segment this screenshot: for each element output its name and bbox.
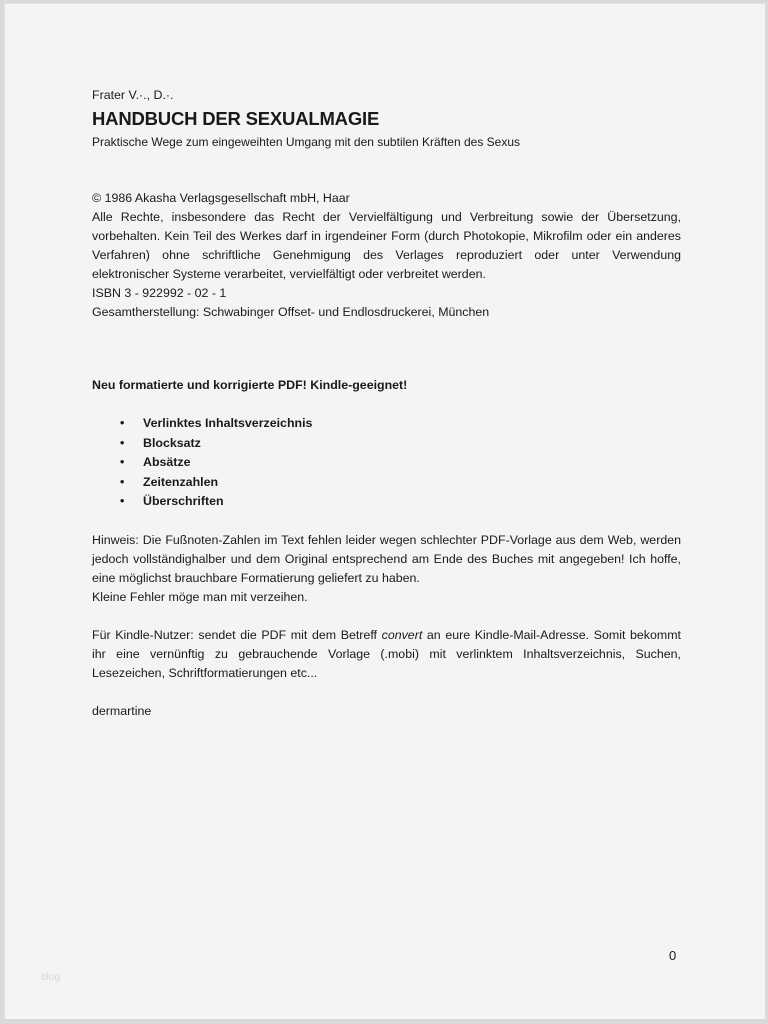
book-title: HANDBUCH DER SEXUALMAGIE [92, 108, 380, 129]
feature-item [92, 453, 681, 473]
isbn: ISBN 3 - 922992 - 02 - 1 [92, 286, 227, 300]
bullet-icon: • [120, 435, 125, 450]
kindle-instructions [92, 626, 681, 683]
kindle-text-after: an eure Kindle-Mail-Adresse. Somit bekommt ihr eine vernünftig zu gebrauchende Vorlage (.mobi) mit verlinktem Inhaltsverzeichnis, Suchen, Lesezeichen, Schriftformatierungen etc... [92, 627, 681, 680]
book-subtitle: Praktische Wege zum eingeweihten Umgang mit den subtilen Kräften des Sexus [92, 135, 521, 149]
hint-apology: Kleine Fehler möge man mit verzeihen. [92, 589, 308, 604]
bullet-icon: • [120, 416, 125, 430]
watermark: blog [41, 972, 60, 983]
production-credit: Gesamtherstellung: Schwabinger Offset- und Endlosdruckerei, München [92, 305, 490, 319]
feature-label: Überschriften [143, 494, 224, 509]
copyright-section [92, 189, 681, 322]
bullet-icon: • [120, 474, 125, 489]
feature-label: Absätze [143, 455, 191, 470]
kindle-subject-keyword: convert [381, 627, 423, 642]
feature-item [92, 473, 681, 493]
author-line: Frater V.·., D.·. [92, 88, 174, 102]
document-page [4, 3, 765, 1019]
feature-label: Zeitenzahlen [143, 474, 219, 489]
bullet-icon: • [120, 455, 125, 470]
bullet-icon: • [120, 494, 125, 509]
kindle-text-before: Für Kindle-Nutzer: sendet die PDF mit dem Betreff [92, 627, 382, 642]
feature-item [92, 492, 681, 512]
page-content [92, 86, 681, 721]
edition-heading: Neu formatierte und korrigierte PDF! Kindle-geeignet! [92, 378, 408, 392]
rights-notice: Alle Rechte, insbesondere das Recht der Vervielfältigung und Verbreitung sowie der Übersetzung, vorbehalten. Kein Teil des Werkes darf in irgendeiner Form (durch Photokopie, Mikrofilm oder ein anderes Verfahren) ohne schriftliche Genehmigung des Verlages reproduziert oder unter Verwendung elektronischer Systeme verarbeitet, vervielfältigt oder verbreitet werden. [92, 210, 681, 281]
feature-item [92, 434, 681, 454]
hint-section [92, 531, 681, 607]
feature-label: Verlinktes Inhaltsverzeichnis [143, 416, 313, 430]
hint-text: Hinweis: Die Fußnoten-Zahlen im Text fehlen leider wegen schlechter PDF-Vorlage aus dem Web, werden jedoch vollständighalber und dem Original entsprechend am Ende des Buches mit angegeben! Ich hoffe, eine möglichst brauchbare Formatierung geliefert zu haben. [92, 532, 681, 585]
signature: dermartine [92, 703, 152, 718]
feature-list [92, 414, 681, 512]
feature-label: Blocksatz [143, 435, 201, 450]
copyright-line: © 1986 Akasha Verlagsgesellschaft mbH, Haar [92, 191, 350, 205]
page-number: 0 [669, 948, 677, 963]
feature-item [92, 414, 681, 434]
